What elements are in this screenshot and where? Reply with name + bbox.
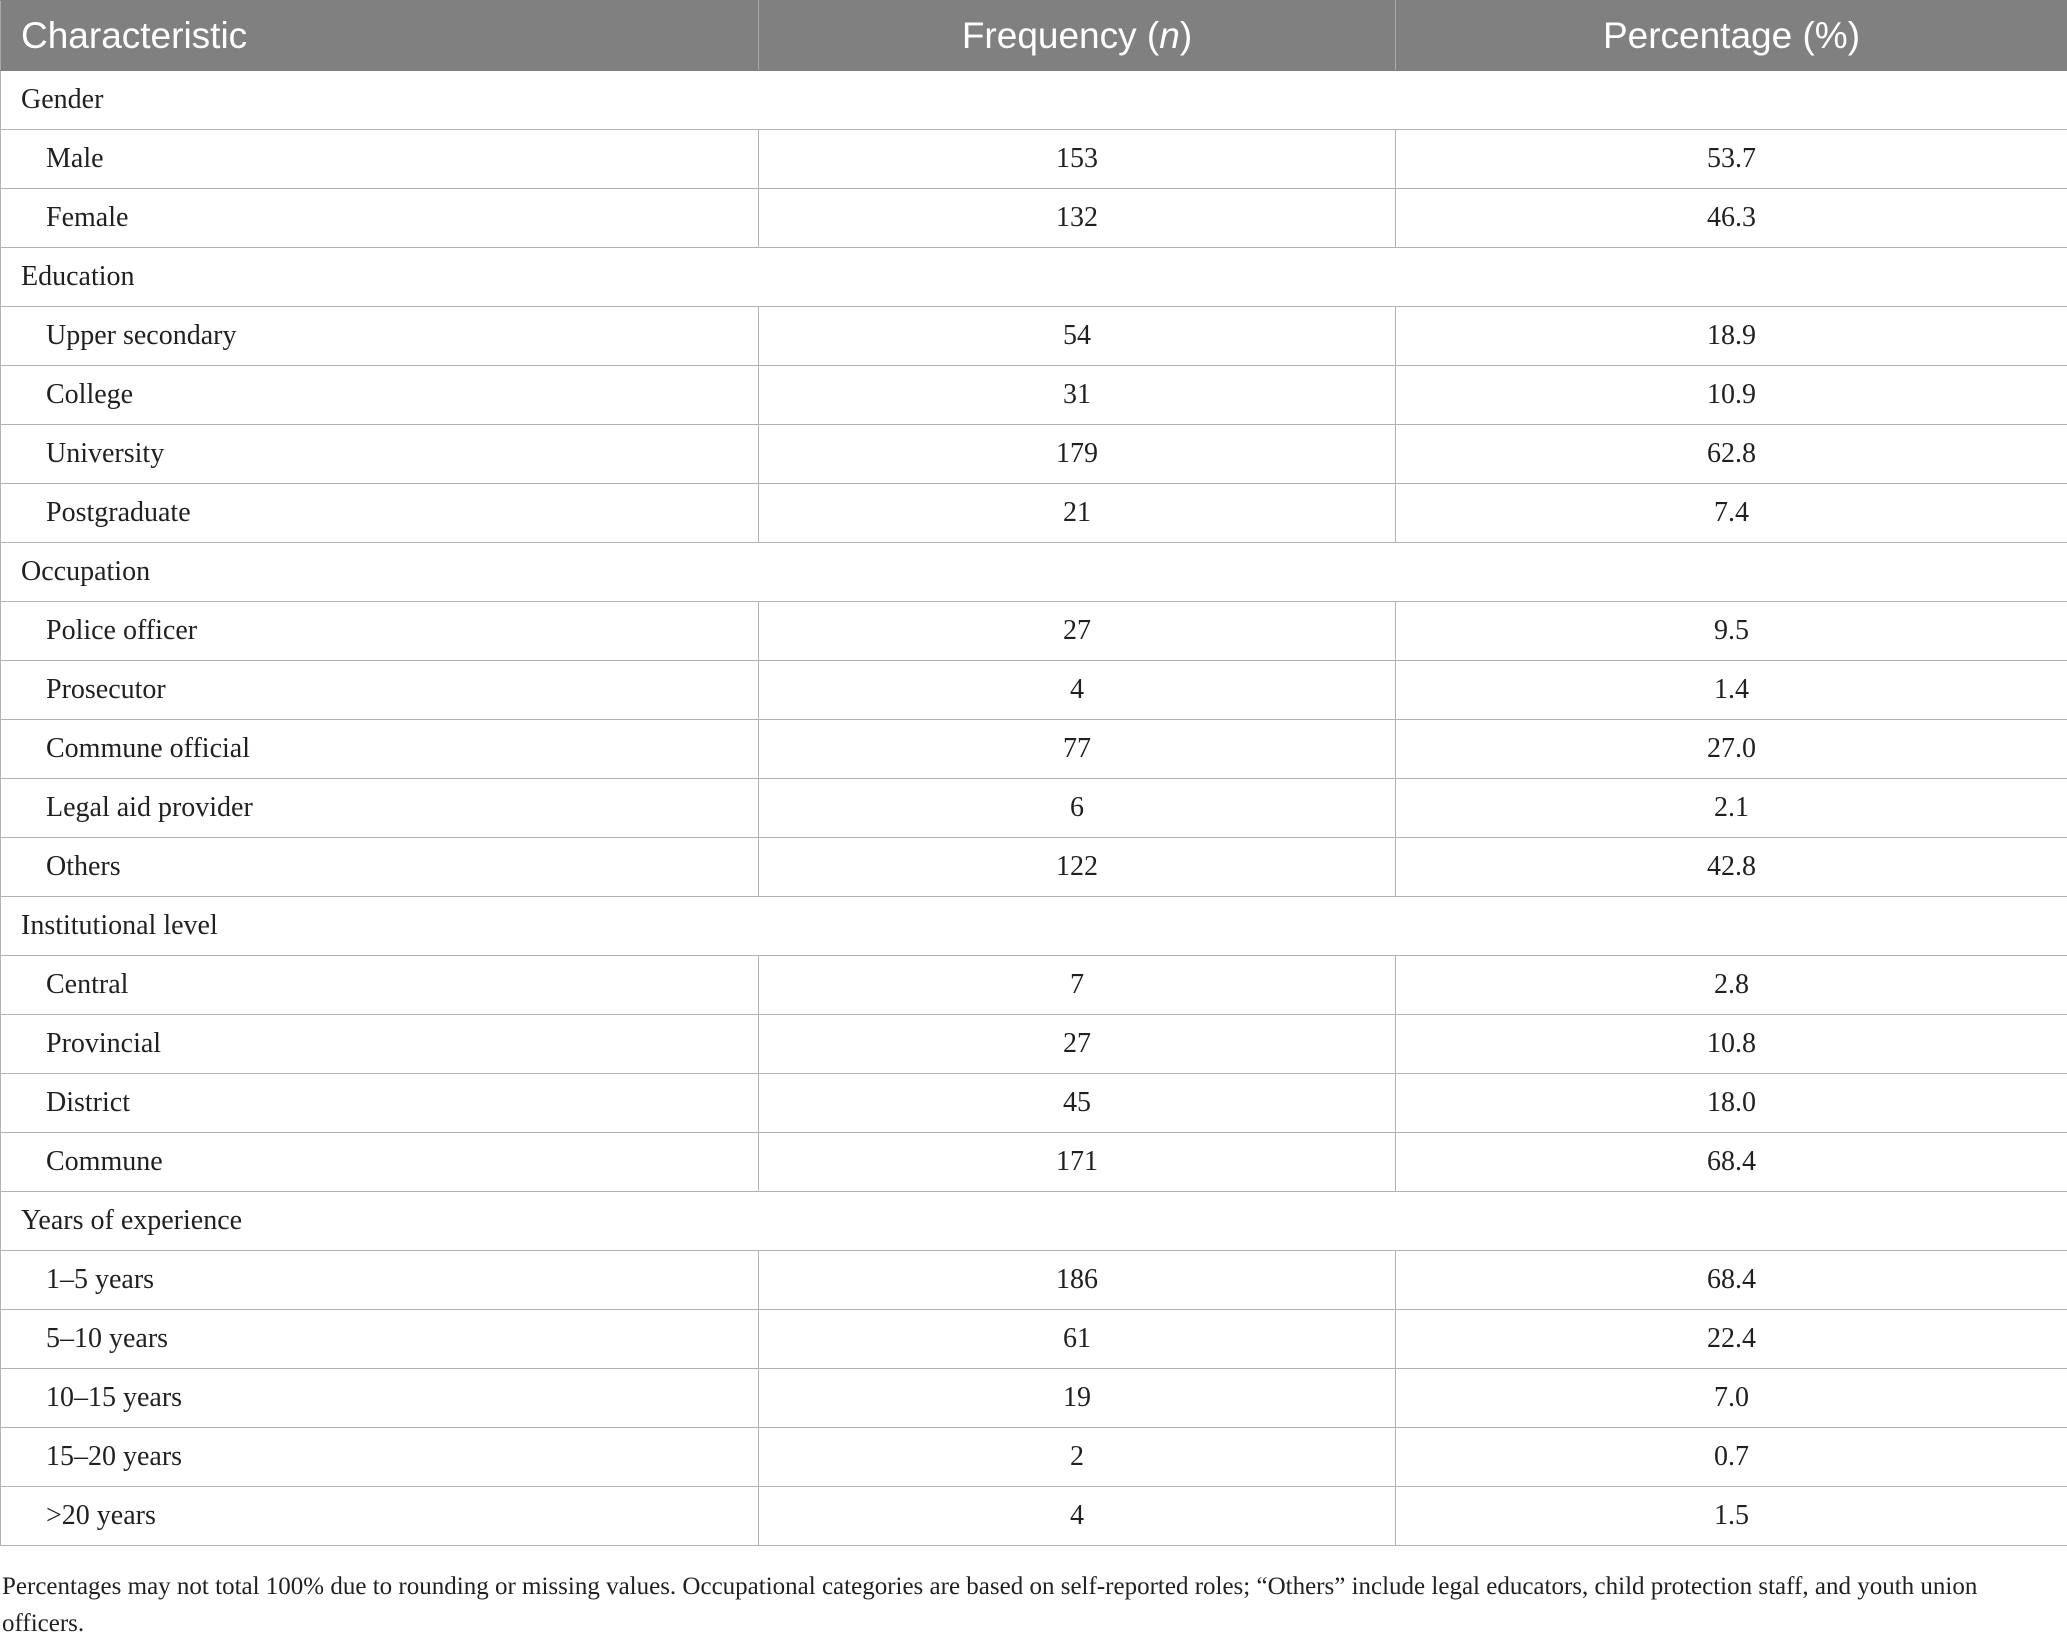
- row-frequency: 54: [759, 307, 1396, 366]
- group-title: Education: [1, 248, 2067, 307]
- group-row-gender: [1, 71, 2067, 130]
- table-row: [1, 661, 2067, 720]
- table-row: [1, 484, 2067, 543]
- row-label: Female: [1, 189, 759, 248]
- table-row: [1, 366, 2067, 425]
- table-row: [1, 1015, 2067, 1074]
- row-frequency: 61: [759, 1310, 1396, 1369]
- row-percentage: 18.0: [1396, 1074, 2067, 1133]
- row-label: Provincial: [1, 1015, 759, 1074]
- row-frequency: 27: [759, 602, 1396, 661]
- row-label: University: [1, 425, 759, 484]
- table-header: [1, 1, 2067, 71]
- header-percentage: Percentage (%): [1396, 1, 2067, 71]
- row-percentage: 0.7: [1396, 1428, 2067, 1487]
- row-frequency: 21: [759, 484, 1396, 543]
- row-frequency: 7: [759, 956, 1396, 1015]
- row-label: Police officer: [1, 602, 759, 661]
- row-percentage: 7.4: [1396, 484, 2067, 543]
- row-frequency: 27: [759, 1015, 1396, 1074]
- table-footnote: Percentages may not total 100% due to rounding or missing values. Occupational categories are based on self-reported roles; “Others” include legal educators, child protection staff, and youth union officers.: [2, 1573, 1978, 1637]
- row-frequency: 4: [759, 1487, 1396, 1546]
- table-row: [1, 602, 2067, 661]
- row-label: Postgraduate: [1, 484, 759, 543]
- group-title: Institutional level: [1, 897, 2067, 956]
- row-percentage: 62.8: [1396, 425, 2067, 484]
- row-label: 1–5 years: [1, 1251, 759, 1310]
- row-percentage: 68.4: [1396, 1133, 2067, 1192]
- table-row: [1, 838, 2067, 897]
- group-row-institutional-level: [1, 897, 2067, 956]
- table-row: [1, 956, 2067, 1015]
- row-frequency: 2: [759, 1428, 1396, 1487]
- row-percentage: 2.1: [1396, 779, 2067, 838]
- row-frequency: 45: [759, 1074, 1396, 1133]
- table-row: [1, 1487, 2067, 1546]
- row-label: Male: [1, 130, 759, 189]
- row-percentage: 22.4: [1396, 1310, 2067, 1369]
- row-frequency: 186: [759, 1251, 1396, 1310]
- row-percentage: 27.0: [1396, 720, 2067, 779]
- group-title: Occupation: [1, 543, 2067, 602]
- header-frequency-suffix: ): [1179, 14, 1193, 56]
- table-row: [1, 307, 2067, 366]
- row-label: >20 years: [1, 1487, 759, 1546]
- row-frequency: 179: [759, 425, 1396, 484]
- row-percentage: 7.0: [1396, 1369, 2067, 1428]
- row-percentage: 9.5: [1396, 602, 2067, 661]
- row-frequency: 153: [759, 130, 1396, 189]
- row-percentage: 1.4: [1396, 661, 2067, 720]
- row-label: College: [1, 366, 759, 425]
- header-row: [1, 1, 2067, 71]
- row-label: Central: [1, 956, 759, 1015]
- row-label: 10–15 years: [1, 1369, 759, 1428]
- table-row: [1, 1369, 2067, 1428]
- table-row: [1, 425, 2067, 484]
- group-title: Gender: [1, 71, 2067, 130]
- row-label: 15–20 years: [1, 1428, 759, 1487]
- row-label: Upper secondary: [1, 307, 759, 366]
- row-frequency: 6: [759, 779, 1396, 838]
- table-row: [1, 779, 2067, 838]
- row-label: District: [1, 1074, 759, 1133]
- row-frequency: 122: [759, 838, 1396, 897]
- group-title: Years of experience: [1, 1192, 2067, 1251]
- row-frequency: 171: [759, 1133, 1396, 1192]
- row-percentage: 53.7: [1396, 130, 2067, 189]
- header-frequency-n: n: [1159, 14, 1180, 56]
- table-row: [1, 189, 2067, 248]
- table-row: [1, 1074, 2067, 1133]
- row-percentage: 18.9: [1396, 307, 2067, 366]
- row-label: 5–10 years: [1, 1310, 759, 1369]
- row-percentage: 46.3: [1396, 189, 2067, 248]
- row-percentage: 2.8: [1396, 956, 2067, 1015]
- table-row: [1, 1428, 2067, 1487]
- header-frequency-prefix: Frequency (: [961, 14, 1160, 56]
- row-percentage: 68.4: [1396, 1251, 2067, 1310]
- group-row-occupation: [1, 543, 2067, 602]
- row-frequency: 132: [759, 189, 1396, 248]
- row-label: Commune official: [1, 720, 759, 779]
- group-row-education: [1, 248, 2067, 307]
- table-row: [1, 130, 2067, 189]
- table-row: [1, 1251, 2067, 1310]
- row-percentage: 10.9: [1396, 366, 2067, 425]
- row-label: Commune: [1, 1133, 759, 1192]
- table-body: [1, 71, 2067, 1546]
- row-frequency: 77: [759, 720, 1396, 779]
- header-characteristic: Characteristic: [1, 1, 759, 71]
- row-frequency: 4: [759, 661, 1396, 720]
- row-label: Legal aid provider: [1, 779, 759, 838]
- row-percentage: 10.8: [1396, 1015, 2067, 1074]
- table-row: [1, 720, 2067, 779]
- table-row: [1, 1310, 2067, 1369]
- row-frequency: 31: [759, 366, 1396, 425]
- row-frequency: 19: [759, 1369, 1396, 1428]
- row-label: Prosecutor: [1, 661, 759, 720]
- row-percentage: 42.8: [1396, 838, 2067, 897]
- group-row-years-of-experience: [1, 1192, 2067, 1251]
- row-label: Others: [1, 838, 759, 897]
- row-percentage: 1.5: [1396, 1487, 2067, 1546]
- table-row: [1, 1133, 2067, 1192]
- header-frequency: [759, 1, 1396, 71]
